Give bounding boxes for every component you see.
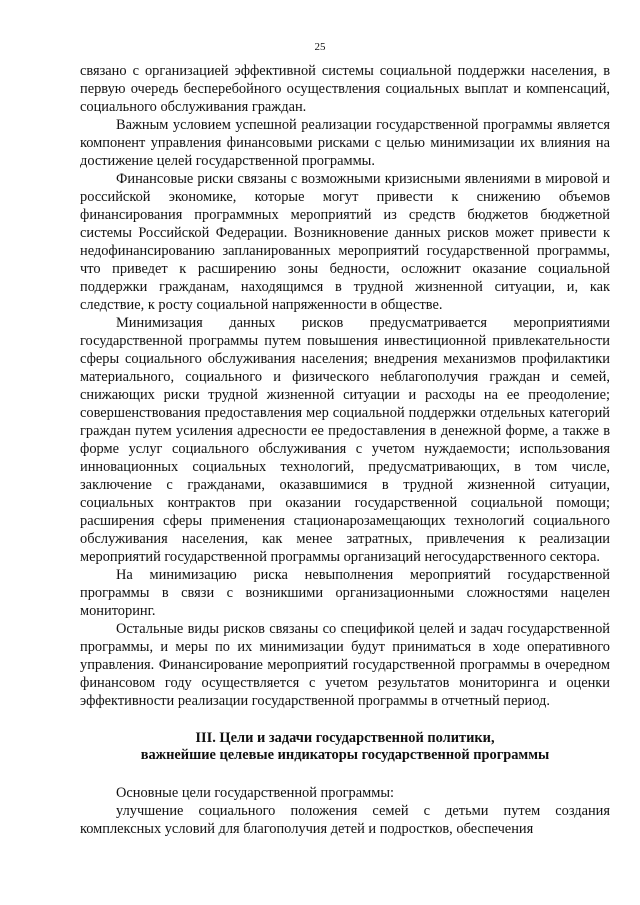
- paragraph-social-support: связано с организацией эффективной системы социальной поддержки населения, в первую очередь бесперебойного осуществления социальных выплат и компенсаций, социального обслуживания граждан.: [80, 63, 610, 115]
- section-heading-line-2: важнейшие целевые индикаторы государственной программы: [140, 747, 550, 763]
- paragraph-monitoring: На минимизацию риска невыполнения мероприятий государственной программы в связи с возникшими организационными сложностями нацелен мониторинг.: [80, 567, 610, 619]
- document-body: [80, 62, 610, 838]
- section-heading: [80, 730, 610, 764]
- paragraph-risk-minimization: Минимизация данных рисков предусматривается мероприятиями государственной программы путем повышения инвестиционной привлекательности сферы социального обслуживания населения; внедрения механизмов профилактики материального, социального и физического неблагополучия граждан и семей, снижающих риски трудной жизненной ситуации и расходы на ее преодоление; совершенствования предоставления мер социальной поддержки отдельных категорий граждан путем усиления адресности ее предоставления в денежной форме, а также в форме услуг социального обслуживания с учетом нуждаемости; использования инновационных социальных технологий, предусматривающих, в том числе, заключение с гражданами, оказавшимися в трудной жизненной ситуации, социальных контрактов при оказании государственной социальной помощи; расширения сферы применения стационарозамещающих технологий социального обслуживания населения, как менее затратных, привлечения к реализации мероприятий государственной программы организаций негосударственного сектора.: [80, 315, 610, 565]
- paragraph-main-goals: Основные цели государственной программы:: [116, 785, 395, 801]
- paragraph-goal-families: улучшение социального положения семей с детьми путем создания комплексных условий для благополучия детей и подростков, обеспечения: [80, 803, 610, 837]
- page-number: 25: [314, 41, 326, 53]
- paragraph-financial-risk-management: Важным условием успешной реализации государственной программы является компонент управления финансовыми рисками с целью минимизации их влияния на достижение целей государственной программы.: [80, 117, 610, 169]
- section-heading-line-1: III. Цели и задачи государственной политики,: [195, 730, 495, 746]
- paragraph-other-risks: Остальные виды рисков связаны со спецификой целей и задач государственной программы, и меры по их минимизации будут приниматься в ходе оперативного управления. Финансирование мероприятий государственной программы в очередном финансовом году осуществляется с учетом результатов мониторинга и оценки эффективности реализации государственной программы в отчетный период.: [80, 621, 610, 709]
- paragraph-financial-risks: Финансовые риски связаны с возможными кризисными явлениями в мировой и российской экономике, которые могут привести к снижению объемов финансирования программных мероприятий из средств бюджетов бюджетной системы Российской Федерации. Возникновение данных рисков может привести к недофинансированию запланированных мероприятий государственной программы, что приведет к расширению зоны бедности, осложнит оказание социальной поддержки гражданам, находящимся в трудной жизненной ситуации, и, как следствие, к росту социальной напряженности в обществе.: [80, 171, 610, 313]
